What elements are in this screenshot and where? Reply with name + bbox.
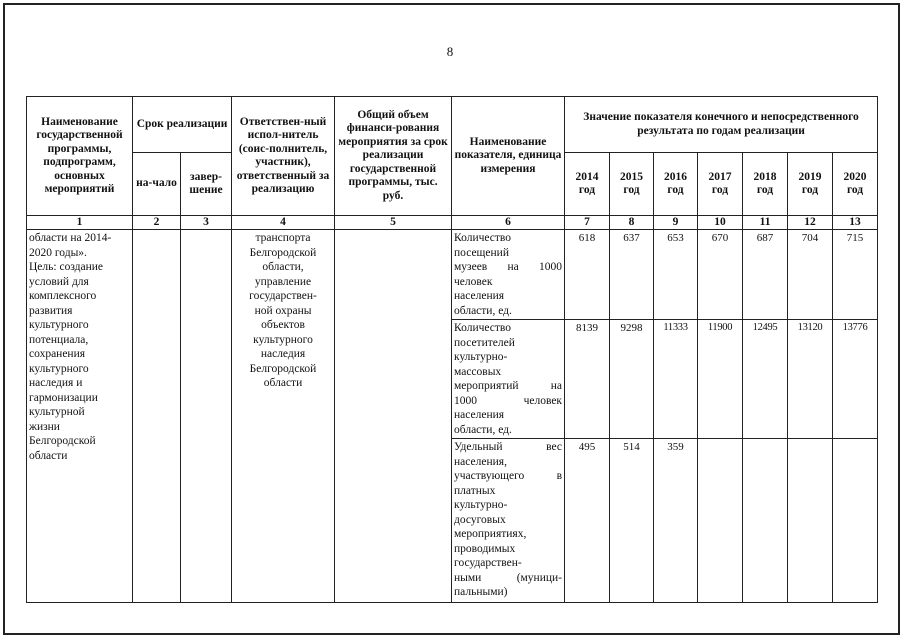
value-cell: 8139 (565, 320, 610, 439)
value-cell: 715 (833, 230, 878, 320)
text-line: Удельный вес (454, 441, 563, 453)
value-cell: 9298 (610, 320, 654, 439)
header-responsible: Ответствен-ный испол-нитель (соис-полнитель, участник), ответственный за реализацию (232, 97, 335, 216)
text-line: управление (254, 275, 312, 288)
text-line: области, ед. (454, 304, 512, 317)
column-number: 12 (788, 216, 833, 230)
text-line: области, (262, 261, 304, 273)
value-cell: 653 (654, 230, 698, 320)
text-line: массовых (454, 365, 502, 378)
value-cell: 495 (565, 439, 610, 603)
text-line: наследия (260, 348, 306, 360)
text-line: Цель: создание (29, 261, 104, 273)
text-line: жизни (29, 420, 60, 433)
text-line: гармонизации (29, 391, 98, 404)
column-number: 13 (833, 216, 878, 230)
header-year: 2017 год (698, 153, 743, 216)
column-number: 1 (27, 216, 133, 230)
text-line: 1000 человек (454, 394, 563, 407)
value-cell: 13776 (833, 320, 878, 439)
text-line: ной охраны (254, 304, 312, 317)
text-line: мероприятий на (454, 380, 563, 392)
indicators-table (26, 96, 878, 603)
text-line: проводимых (454, 542, 516, 555)
text-line: населения, (454, 455, 507, 468)
value-cell: 514 (610, 439, 654, 603)
indicator-cell (452, 439, 565, 603)
text-line: культурно- (454, 351, 508, 363)
text-line: культурной (29, 406, 85, 418)
text-line: человек (454, 275, 493, 288)
text-line: населения (454, 290, 505, 302)
header-year: 2016 год (654, 153, 698, 216)
budget-cell (335, 230, 452, 603)
table-row (27, 230, 878, 320)
header-year: 2019 год (788, 153, 833, 216)
text-line: государствен- (249, 290, 317, 302)
header-term: Срок реализации (133, 97, 232, 153)
text-line: населения (454, 409, 505, 421)
text-line: участвующего в (454, 470, 563, 482)
text-line: Белгородской (29, 435, 96, 447)
column-number: 9 (654, 216, 698, 230)
header-year: 2018 год (743, 153, 788, 216)
text-line: мероприятиях, (454, 528, 527, 540)
responsible-cell (232, 230, 335, 603)
column-number: 6 (452, 216, 565, 230)
text-line: области (29, 449, 68, 462)
column-number: 10 (698, 216, 743, 230)
header-year: 2014 год (565, 153, 610, 216)
header-budget: Общий объем финанси-рования мероприятия за срок реализации государственной программы, тыс. руб. (335, 97, 452, 216)
text-line: культурного (29, 362, 89, 375)
header-start: на-чало (133, 153, 181, 216)
column-number: 5 (335, 216, 452, 230)
text-line: пальными) (454, 586, 508, 598)
text-line: 2020 годы». (29, 246, 87, 259)
text-line: музеев на 1000 (454, 261, 563, 273)
value-cell: 359 (654, 439, 698, 603)
text-line: культурного (253, 333, 313, 346)
header-year: 2015 год (610, 153, 654, 216)
column-number: 7 (565, 216, 610, 230)
indicator-cell (452, 230, 565, 320)
text-line: ными (муници- (454, 571, 563, 584)
column-number: 4 (232, 216, 335, 230)
program-name-cell (27, 230, 133, 603)
page-number: 8 (446, 44, 454, 59)
text-line: объектов (261, 319, 305, 331)
value-cell: 618 (565, 230, 610, 320)
text-line: культурно- (454, 499, 508, 511)
column-number: 11 (743, 216, 788, 230)
value-cell: 687 (743, 230, 788, 320)
text-line: платных (454, 484, 496, 497)
text-line: сохранения (29, 348, 86, 360)
indicator-cell (452, 320, 565, 439)
header-indicator: Наименование показателя, единица измерения (452, 97, 565, 216)
text-line: потенциала, (29, 333, 89, 346)
text-line: посещений (454, 246, 509, 259)
value-cell: 11900 (698, 320, 743, 439)
text-line: области (263, 377, 303, 389)
text-line: Белгородской (249, 246, 317, 259)
column-number: 3 (181, 216, 232, 230)
value-cell: 11333 (654, 320, 698, 439)
end-cell (181, 230, 232, 603)
value-cell: 637 (610, 230, 654, 320)
text-line: области на 2014- (29, 232, 112, 244)
value-cell (698, 439, 743, 603)
value-cell: 704 (788, 230, 833, 320)
value-cell (743, 439, 788, 603)
text-line: Количество (454, 322, 512, 334)
start-cell (133, 230, 181, 603)
text-line: досуговых (454, 513, 506, 526)
column-number: 2 (133, 216, 181, 230)
header-program-name: Наименование государственной программы, подпрограмм, основных мероприятий (27, 97, 133, 216)
text-line: области, ед. (454, 423, 512, 436)
text-line: Количество (454, 232, 512, 244)
column-number: 8 (610, 216, 654, 230)
text-line: комплексного (29, 290, 97, 302)
text-line: культурного (29, 319, 89, 331)
header-year: 2020 год (833, 153, 878, 216)
value-cell: 13120 (788, 320, 833, 439)
text-line: транспорта (255, 232, 311, 244)
text-line: государствен- (454, 557, 522, 569)
value-cell (788, 439, 833, 603)
value-cell (833, 439, 878, 603)
text-line: развития (29, 304, 73, 317)
value-cell: 12495 (743, 320, 788, 439)
text-line: наследия и (29, 377, 83, 389)
text-line: условий для (29, 275, 89, 288)
text-line: Белгородской (249, 362, 317, 375)
header-values: Значение показателя конечного и непосредственного результата по годам реализации (565, 97, 878, 153)
text-line: посетителей (454, 336, 515, 349)
header-end: завер-шение (181, 153, 232, 216)
value-cell: 670 (698, 230, 743, 320)
